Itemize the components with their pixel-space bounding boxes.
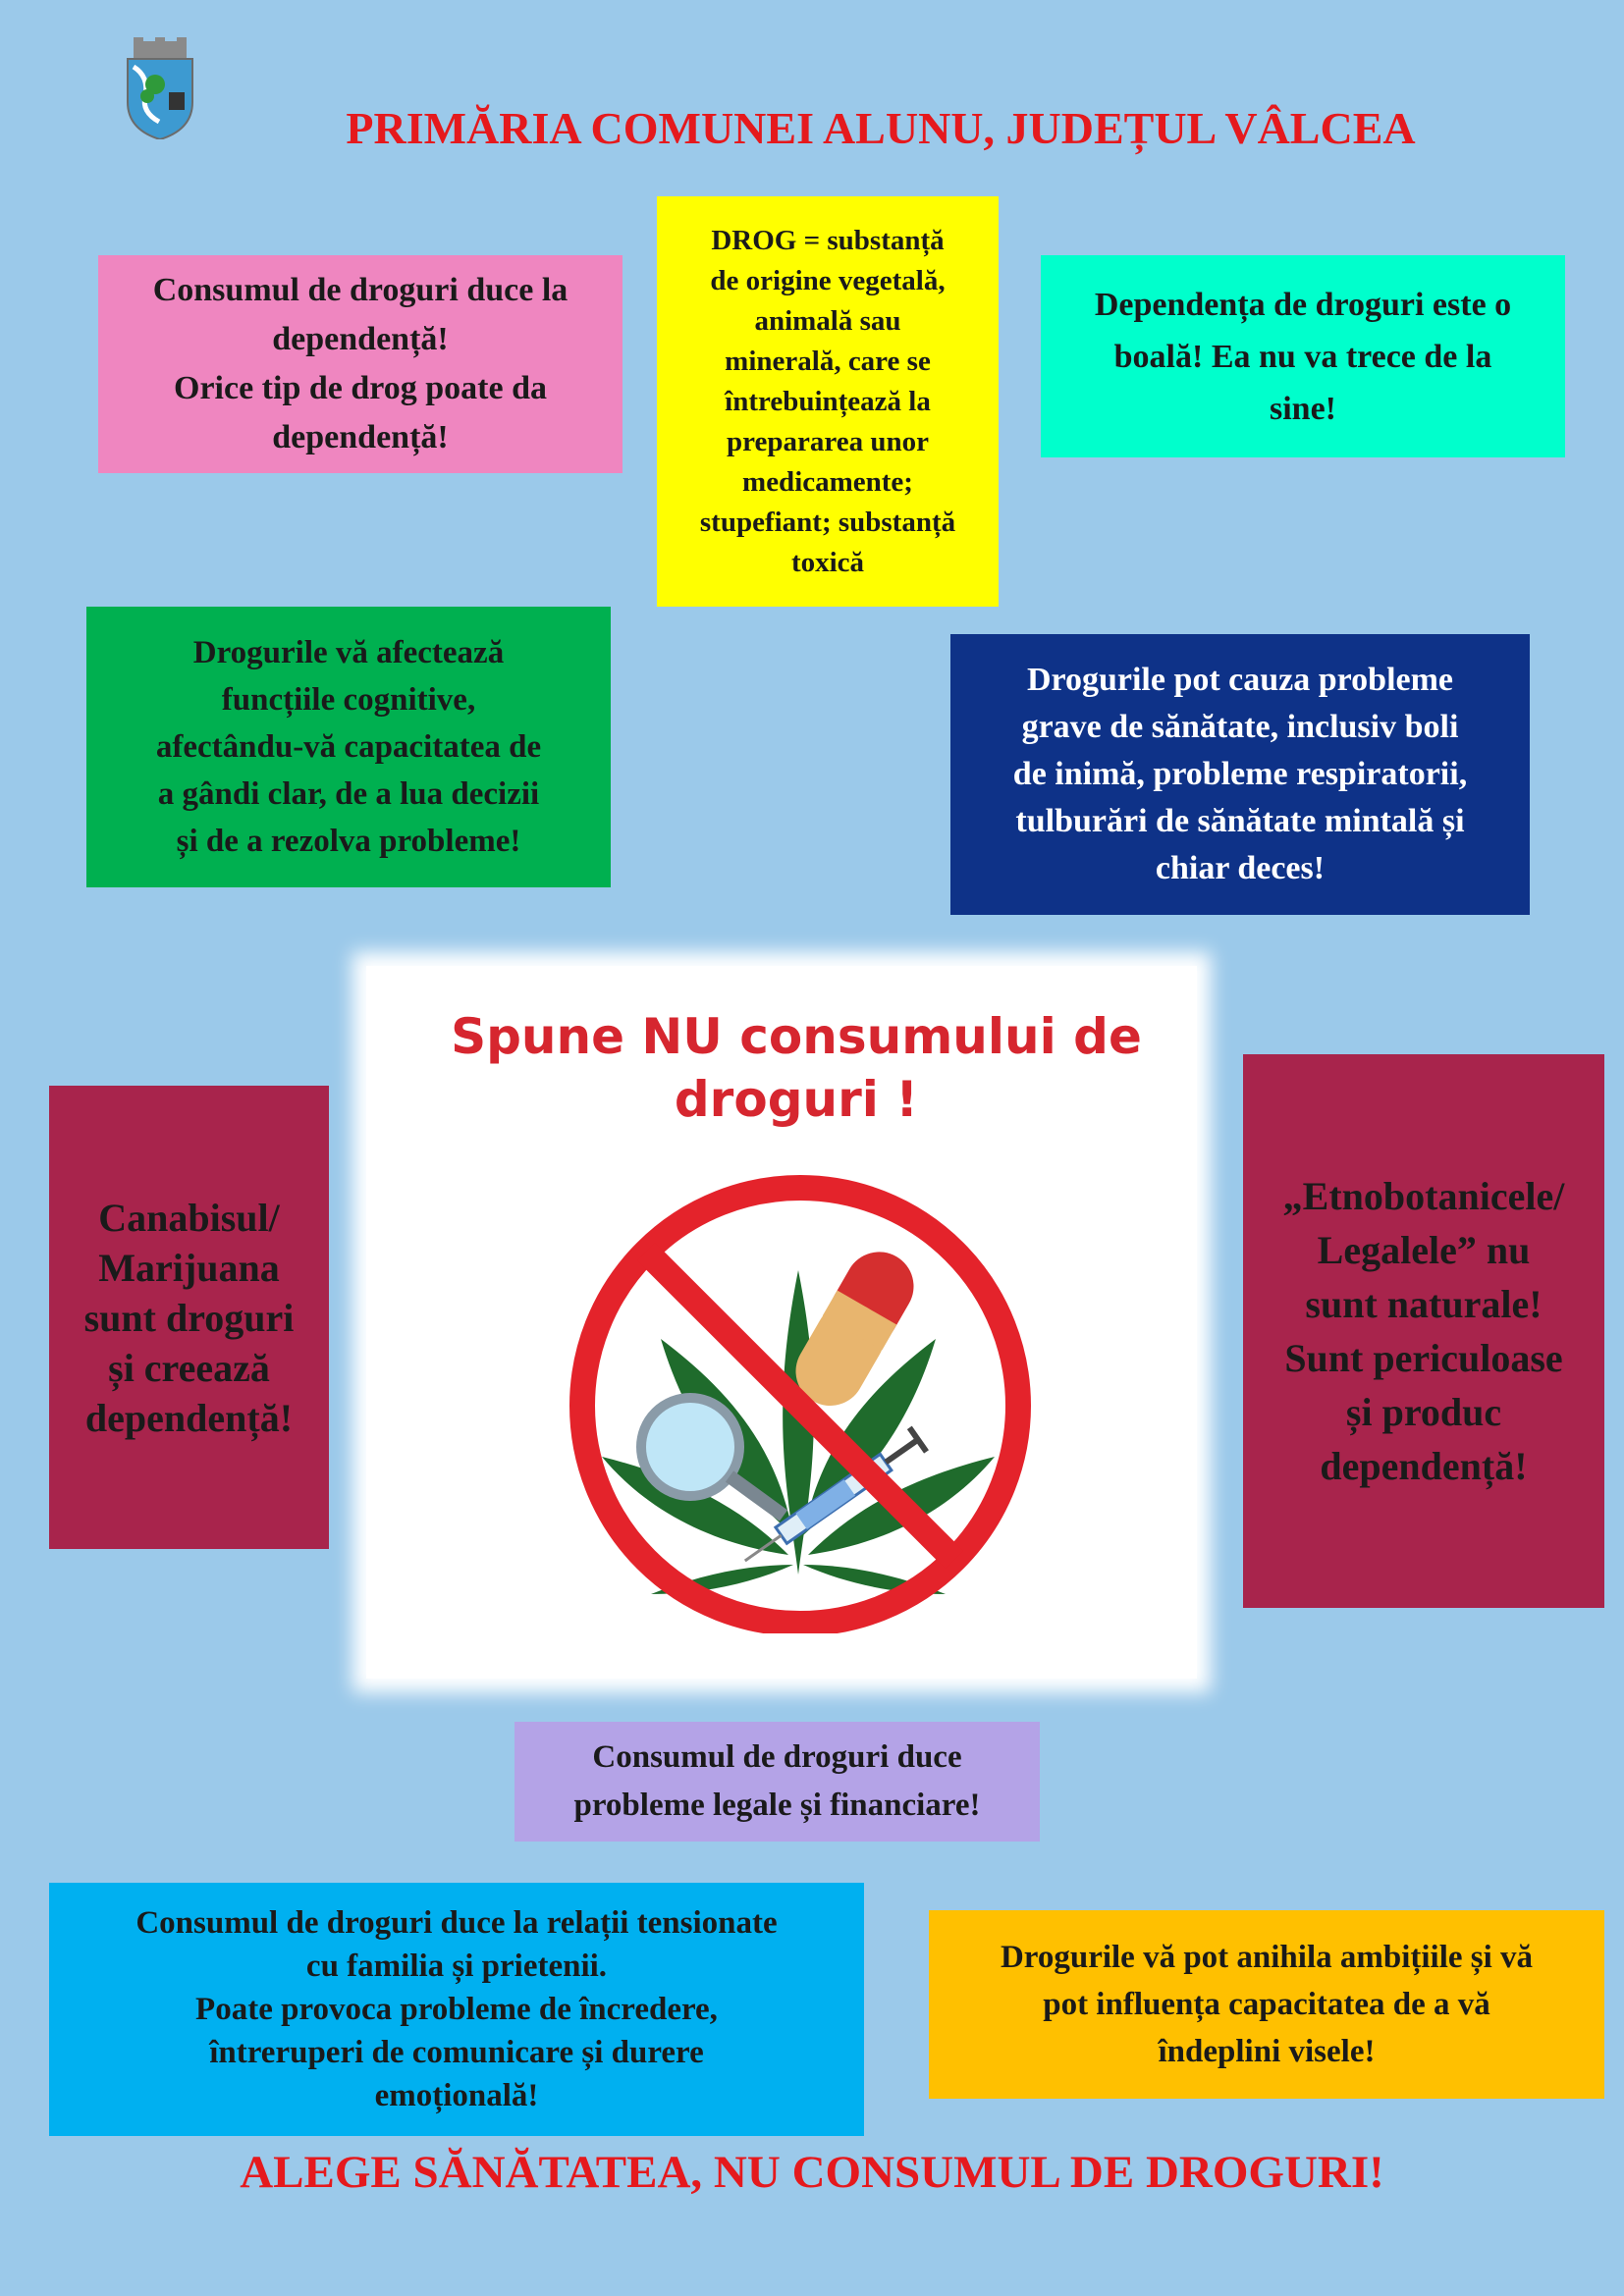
info-box-legal-highs-text: „Etnobotanicele/ Legalele” nu sunt naturale! Sunt periculoase și produc dependență! (1282, 1174, 1565, 1488)
info-box-dependence-text: Consumul de droguri duce la dependență! Orice tip de drog poate da dependență! (152, 272, 568, 455)
info-box-health (950, 634, 1530, 915)
info-box-cognitive (86, 607, 611, 887)
info-box-cannabis (49, 1086, 329, 1549)
info-box-dependence (98, 255, 623, 473)
info-box-drug-definition (657, 196, 999, 607)
info-box-cannabis-text: Canabisul/ Marijuana sunt droguri și creează dependență! (83, 1195, 295, 1440)
info-box-legal-highs (1243, 1054, 1604, 1608)
info-box-ambitions (929, 1910, 1604, 2099)
info-box-cognitive-text: Drogurile vă afectează funcțiile cognitive, afectându-vă capacitatea de a gândi clar, de a lua decizii și de a rezolva probleme! (155, 635, 542, 859)
page-title: PRIMĂRIA COMUNEI ALUNU, JUDEȚUL VÂLCEA (346, 103, 1416, 153)
info-box-legal-financial-text: Consumul de droguri duce probleme legale și financiare! (573, 1739, 981, 1823)
info-box-ambitions-text: Drogurile vă pot anihila ambițiile și vă pot influența capacitatea de a vă îndeplini visele! (1000, 1940, 1534, 2069)
poster-title: Spune NU consumului de droguri ! (451, 1008, 1142, 1128)
say-no-poster (366, 966, 1197, 1679)
footer-slogan: ALEGE SĂNĂTATEA, NU CONSUMUL DE DROGURI! (240, 2147, 1384, 2198)
info-box-disease (1041, 255, 1565, 457)
info-box-drug-definition-text: DROG = substanță de origine vegetală, animală sau minerală, care se întrebuințează la prepararea unor medicamente; stupefiant; substanță toxică (699, 224, 956, 578)
info-box-relationships (49, 1883, 864, 2136)
info-box-health-text: Drogurile pot cauza probleme grave de sănătate, inclusiv boli de inimă, probleme respiratorii, tulburări de sănătate mintală și chiar deces! (1012, 662, 1468, 886)
info-box-disease-text: Dependența de droguri este o boală! Ea nu va trece de la sine! (1094, 286, 1512, 427)
no-drugs-prohibition-icon (543, 1162, 1054, 1633)
info-box-relationships-text: Consumul de droguri duce la relații tensionate cu familia și prietenii. Poate provoca probleme de încredere, întreruperi de comunicare și durere emoțională! (135, 1905, 778, 2113)
info-box-legal-financial (514, 1722, 1040, 1842)
